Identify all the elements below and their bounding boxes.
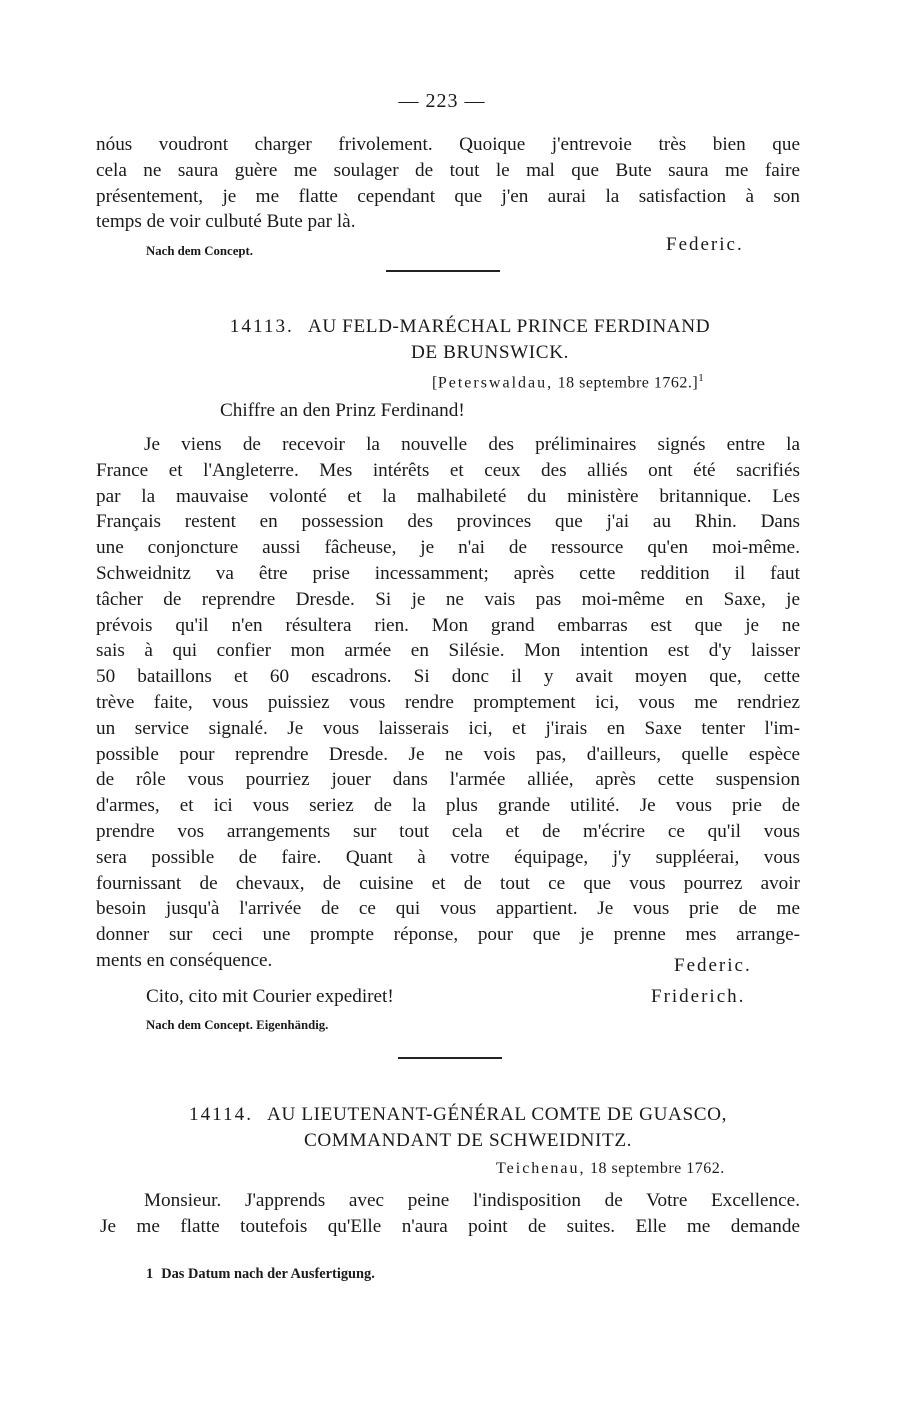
text-line: un service signalé. Je vous laisserais ici, et j'irais en Saxe tenter l'im- (96, 717, 800, 739)
text-line: cela ne saura guère me soulager de tout le mal que Bute saura me faire (96, 159, 800, 181)
section-divider (386, 270, 500, 272)
footnote-text: Das Datum nach der Ausfertigung. (161, 1266, 375, 1282)
footnote-mark: 1 (146, 1266, 154, 1282)
letter-14113-body (96, 432, 800, 974)
text-line: par la mauvaise volonté et la malhabileté du ministère britannique. Les (96, 485, 800, 507)
text-line: prendre vos arrangements sur tout cela et de m'écrire ce qu'il vous (96, 820, 800, 842)
cipher-note: Chiffre an den Prinz Ferdinand! (220, 400, 465, 421)
intro-signature: Federic. (666, 234, 744, 255)
letter-14114-heading (128, 1102, 788, 1154)
text-line: possible pour reprendre Dresde. Je ne vois pas, d'ailleurs, quelle espèce (96, 743, 800, 765)
text-line: d'armes, et ici vous seriez de la plus grande utilité. Je vous prie de (96, 795, 800, 817)
text-line: ments en conséquence. (96, 949, 273, 971)
heading-recipient: AU FELD-MARÉCHAL PRINCE FERDINAND (307, 316, 711, 337)
date-place: Teichenau, (496, 1160, 586, 1177)
text-line: Français restent en possession des provinces que j'ai au Rhin. Dans (96, 511, 800, 533)
text-line: Je me flatte toutefois qu'Elle n'aura point de suites. Elle me demande (100, 1215, 800, 1237)
heading-line-2: DE BRUNSWICK. (410, 342, 570, 363)
text-line: fournissant de chevaux, de cuisine et de tout ce que vous pourrez avoir (96, 872, 800, 894)
section-divider (398, 1057, 502, 1059)
text-line: besoin jusqu'à l'arrivée de ce qui vous appartient. Je vous prie de me (96, 898, 800, 920)
heading-line-2: COMMANDANT DE SCHWEIDNITZ. (303, 1130, 633, 1151)
letter-number: 14113. (229, 316, 294, 337)
text-line: sais à qui confier mon armée en Silésie. Mon intention est d'y laisser (96, 640, 800, 662)
letter-14113-source-note: Nach dem Concept. Eigenhändig. (146, 1018, 329, 1032)
text-line: prévois qu'il n'en résultera rien. Mon grand embarras est que je ne (96, 614, 800, 636)
text-line: sera possible de faire. Quant à votre équipage, j'y suppléerai, vous (96, 846, 800, 868)
letter-14113-signature-1: Federic. (674, 955, 752, 976)
intro-paragraph (96, 132, 800, 235)
heading-recipient: AU LIEUTENANT-GÉNÉRAL COMTE DE GUASCO, (267, 1104, 728, 1125)
text-line: France et l'Angleterre. Mes intérêts et ceux des alliés ont été sacrifiés (96, 459, 800, 481)
letter-14114-body (100, 1188, 800, 1240)
text-line: nóus voudront charger frivolement. Quoique j'entrevoie très bien que (96, 134, 800, 155)
page-number: — 223 — (398, 90, 486, 112)
letter-14113-date: [Peterswaldau, 18 septembre 1762.]$^1$ (432, 372, 705, 392)
footnote-mark: 1 (698, 372, 705, 384)
footnote (146, 1266, 375, 1283)
heading-line-1 (150, 314, 790, 340)
text-line: de rôle vous pourriez jouer dans l'armée alliée, après cette suspension (96, 769, 800, 791)
date-rest: 18 septembre 1762. (590, 1160, 725, 1177)
letter-14113-signature-2: Friderich. (651, 986, 746, 1007)
text-line: temps de voir culbuté Bute par là. (96, 211, 356, 233)
text-line: Schweidnitz va être prise incessamment; après cette reddition il faut (96, 562, 800, 584)
text-line: tâcher de reprendre Dresde. Si je ne vais pas moi-même en Saxe, je (96, 588, 800, 610)
text-line: présentement, je me flatte cependant que j'en aurai la satisfaction à son (96, 185, 800, 207)
text-line: Je viens de recevoir la nouvelle des préliminaires signés entre la (144, 434, 800, 455)
letter-number: 14114. (188, 1104, 254, 1125)
date-rest: 18 septembre 1762. (557, 374, 693, 392)
date-place: Peterswaldau, (437, 374, 554, 392)
heading-line-1 (128, 1102, 788, 1128)
text-line: 50 bataillons et 60 escadrons. Si donc il y avait moyen que, cette (96, 666, 800, 688)
text-line: une conjoncture aussi fâcheuse, je n'ai de ressource qu'en moi-même. (96, 537, 800, 559)
letter-14113-postscript: Cito, cito mit Courier expediret! (146, 986, 394, 1007)
text-line: trève faite, vous puissiez vous rendre promptement ici, vous me rendriez (96, 691, 800, 713)
intro-source-note: Nach dem Concept. (146, 244, 253, 258)
text-line: Monsieur. J'apprends avec peine l'indisposition de Votre Excellence. (144, 1190, 800, 1211)
letter-14114-date (496, 1160, 725, 1178)
text-line: donner sur ceci une prompte réponse, pour que je prenne mes arrange- (96, 924, 800, 946)
letter-14113-heading (150, 314, 790, 366)
